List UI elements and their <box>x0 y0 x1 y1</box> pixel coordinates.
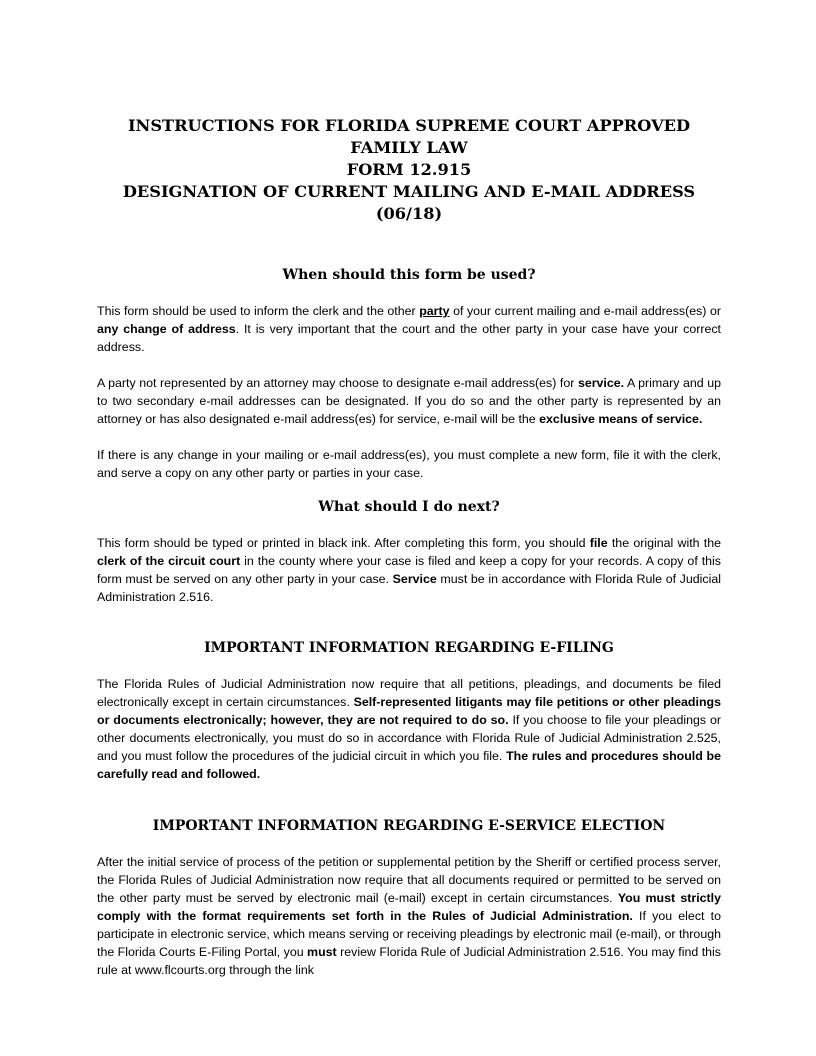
title-line-4: (06/18) <box>375 204 443 223</box>
paragraph-email-service: A party not represented by an attorney may choose to designate e-mail address(es) for service. A primary and up to two secondary e-mail addresses can be designated. If you do so and the other party is represented by an attorney or has also designated e-mail address(es) for service, e-mail will be the exclusive means of service. <box>97 376 721 426</box>
paragraph-purpose: This form should be used to inform the clerk and the other party of your current mailing and e-mail address(es) or any change of address. It is very important that the court and the other party in your case have your correct address. <box>97 304 721 354</box>
heading-when-used: When should this form be used? <box>282 267 536 283</box>
title-line-2: FORM 12.915 <box>346 160 472 179</box>
document-page <box>97 115 721 979</box>
paragraph-next-steps: This form should be typed or printed in black ink. After completing this form, you should file the original with the clerk of the circuit court in the county where your case is filed and keep a copy for your records. A copy of this form must be served on any other party in your case. Service must be in accordance with Florida Rule of Judicial Administration 2.516. <box>97 536 721 604</box>
heading-efiling: IMPORTANT INFORMATION REGARDING E-FILING <box>204 640 614 656</box>
paragraph-efiling: The Florida Rules of Judicial Administration now require that all petitions, pleadings, and documents be filed electronically except in certain circumstances. Self-represented litigants may file petitions or other pleadings or documents electronically; however, they are not required to do so. If you choose to file your pleadings or other documents electronically, you must do so in accordance with Florida Rule of Judicial Administration 2.525, and you must follow the procedures of the judicial circuit in which you file. The rules and procedures should be carefully read and followed. <box>97 677 722 781</box>
title-line-3: DESIGNATION OF CURRENT MAILING AND E-MAIL ADDRESS <box>122 182 696 201</box>
paragraph-eservice: After the initial service of process of the petition or supplemental petition by the Sheriff or certified process server, the Florida Rules of Judicial Administration now require that all documents required or permitted to be served on the other party must be served by electronic mail (e-mail) except in certain circumstances. You must strictly comply with the format requirements set forth in the Rules of Judicial Administration. If you elect to participate in electronic service, which means serving or receiving pleadings by electronic mail (e-mail), or through the Florida Courts E-Filing Portal, you must review Florida Rule of Judicial Administration 2.516. You may find this rule at www.flcourts.org through the link <box>97 855 721 977</box>
heading-next-steps: What should I do next? <box>318 499 500 515</box>
document-title <box>97 115 721 225</box>
paragraph-address-change: If there is any change in your mailing or e-mail address(es), you must complete a new form, file it with the clerk, and serve a copy on any other party or parties in your case. <box>97 448 721 480</box>
title-line-1: INSTRUCTIONS FOR FLORIDA SUPREME COURT APPROVED FAMILY LAW <box>127 116 691 157</box>
heading-eservice: IMPORTANT INFORMATION REGARDING E-SERVICE ELECTION <box>152 818 666 834</box>
